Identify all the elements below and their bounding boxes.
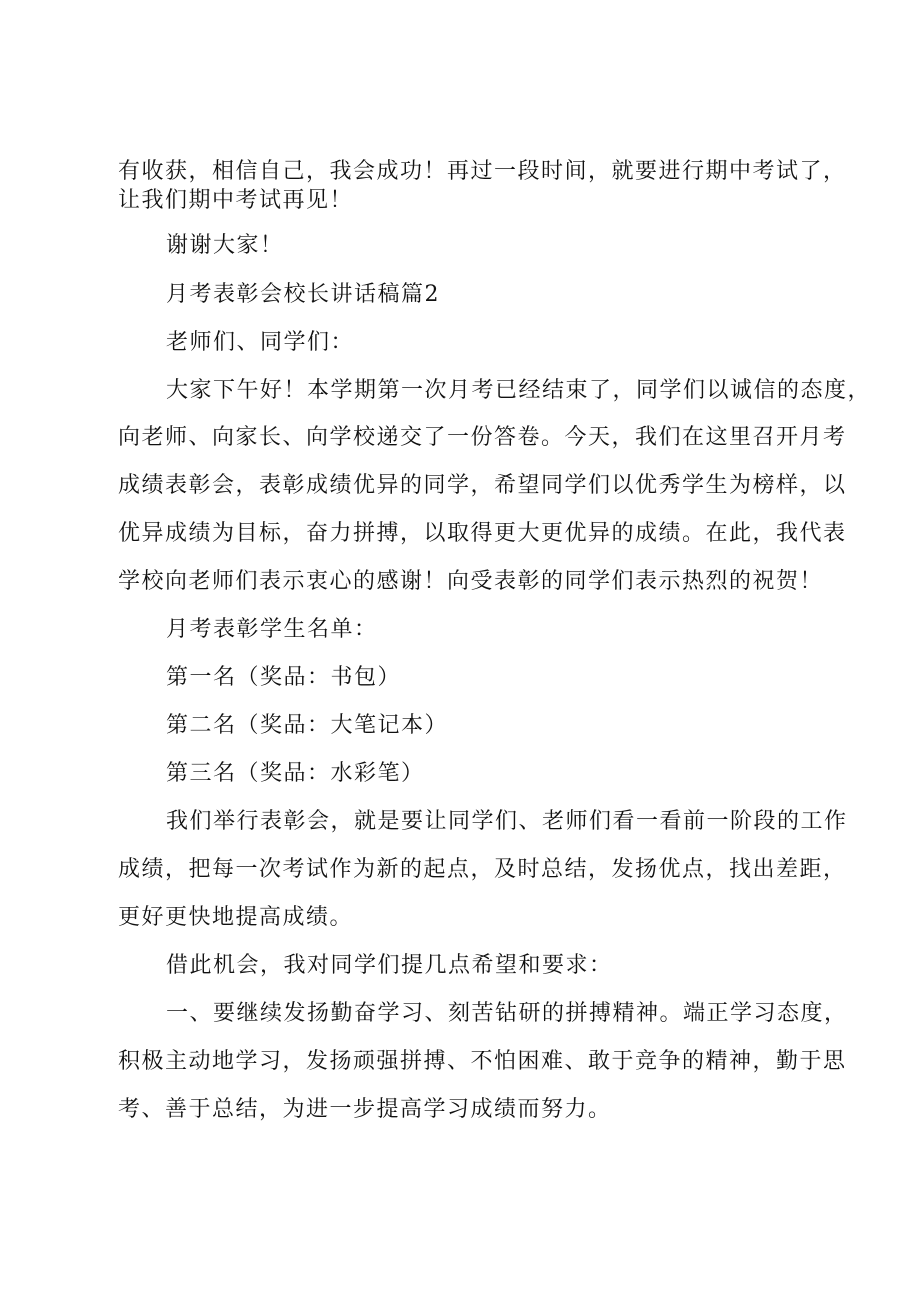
paragraph-line: 借此机会，我对同学们提几点希望和要求： [166, 953, 613, 978]
paragraph-line: 考、善于总结，为进一步提高学习成绩而努力。 [118, 1097, 612, 1122]
list-heading: 月考表彰学生名单： [166, 617, 378, 642]
paragraph-line: 学校向老师们表示衷心的感谢！向受表彰的同学们表示热烈的祝贺！ [118, 569, 824, 594]
paragraph-line: 让我们期中考试再见！ [118, 188, 354, 213]
paragraph-line: 谢谢大家！ [166, 233, 284, 258]
paragraph-line: 优异成绩为目标，奋力拼搏，以取得更大更优异的成绩。在此，我代表 [118, 521, 847, 546]
paragraph-line: 成绩表彰会，表彰成绩优异的同学，希望同学们以优秀学生为榜样，以 [118, 473, 847, 498]
paragraph-line: 成绩，把每一次考试作为新的起点，及时总结，发扬优点，找出差距， [118, 857, 847, 882]
paragraph-line: 大家下午好！本学期第一次月考已经结束了，同学们以诚信的态度， [166, 378, 872, 403]
list-item: 第二名（奖品：大笔记本） [166, 713, 449, 738]
paragraph-line: 一、要继续发扬勤奋学习、刻苦钻研的拼搏精神。端正学习态度， [166, 1001, 848, 1026]
salutation: 老师们、同学们： [166, 330, 355, 355]
paragraph-line: 我们举行表彰会，就是要让同学们、老师们看一看前一阶段的工作 [166, 809, 848, 834]
paragraph-line: 积极主动地学习，发扬顽强拼搏、不怕困难、敢于竞争的精神，勤于思 [118, 1049, 847, 1074]
paragraph-line: 向老师、向家长、向学校递交了一份答卷。今天，我们在这里召开月考 [118, 425, 847, 450]
section-title: 月考表彰会校长讲话稿篇2 [166, 282, 440, 307]
list-item: 第三名（奖品：水彩笔） [166, 761, 425, 786]
paragraph-line: 更好更快地提高成绩。 [118, 905, 354, 930]
paragraph-line: 有收获，相信自己，我会成功！再过一段时间，就要进行期中考试了， [118, 159, 847, 184]
list-item: 第一名（奖品：书包） [166, 665, 402, 690]
